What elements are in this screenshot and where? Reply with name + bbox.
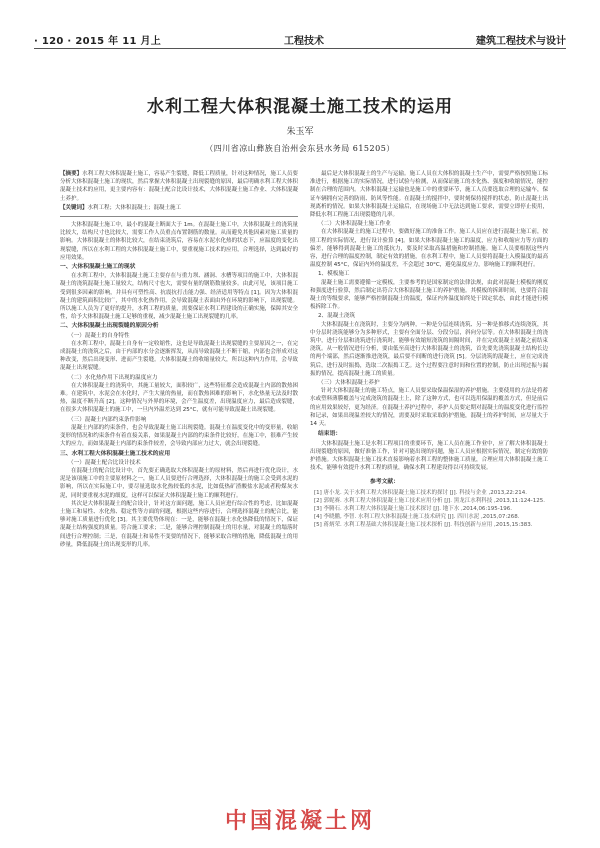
- body-paragraph: 混凝土施工需要遵循一定模板，主要参考的是国家制定的法律法规，由此对混凝土模板的刚度和强度进行验算，然后制定出符合大体积混凝土施工的养护措施。其模板的拆卸时间，也要符合混凝土的等级要求，能够严格控制混凝土的温度，保证内外温度始终处于固定状态，由此才能进行模板拆除工作。: [310, 279, 548, 311]
- right-body: [310, 170, 548, 472]
- body-paragraph: 针对大体积混凝土的施工特点，施工人员要采取保温保湿的养护措施。主要使用的方法是将蓄水或塑料薄膜覆盖与完成浇筑的混凝土上，除了这种方式，也可以选用保温的覆盖方式，但是前后的应用效果较好，更为经济。在混凝土养护过程中，养护人员要定期对混凝土的温度变化进行监控和记录，如果出现温差较大的情况，需要及时采取采取防护措施，混凝土的养护时间，应尽量大于 14 天。: [310, 388, 548, 428]
- section-heading: 三、水利工程大体积混凝土施工技术的应用: [60, 450, 171, 457]
- page-header: [34, 26, 566, 48]
- body-paragraph: 在水利工程中，大体积混凝土施工主要存在与重力坝、涵洞、水槽等项目的施工中，大体积混凝土的浇筑混凝土施工量较大，结构尺寸也大，需要有量的钢筋数量较多。由此可见，该项目施工受到很多因素的影响，并具有可塑性高、抗震抗打击能力强、经济适用等特点 [1]。因为大体积混凝土的建筑面积比较广，其中的水化热作用，会导致混凝土表面由外在环境的影响下，出现裂缝。所以施工人员为了更好的提升，水利工程的质量，需要保证水利工程建设的正确实施，保障其安全性，给予大体积混凝土施工足够的重视，减少混凝土施工出现裂缝的几率。: [60, 273, 298, 321]
- keywords: [60, 204, 298, 212]
- keywords-label: 【关键词】: [60, 204, 88, 211]
- subsection-heading: （三）混凝土内部约束条件影响: [68, 416, 147, 423]
- body-paragraph: 大体积混凝土施工中，最小的混凝土断面大于 1m。在混凝土施工中，大体积混凝土的浇筑量比较大，结构尺寸也比较大，需要工作人员重点布置钢筋的数量。从而避免其他因素对施工质量的影响。大体积混凝土的体积比较大，在结束浇筑后，容易在水泥水化热的状态下，应温度的变化出现裂缝，所以在水利工程的大体积混凝土施工中，要重视施工技术的应用，合理选择，达到最好的应用效果。: [60, 222, 298, 261]
- subsection-heading: 1、模板施工: [318, 271, 350, 278]
- subsection-heading: （一）混凝土配合比设计技术: [68, 459, 141, 466]
- references-list: [310, 489, 548, 530]
- body-paragraph: 大体积混凝土施工是水利工程项目的重要环节，施工人员在施工作业中，应了解大体积混凝土出现裂缝的原因，做好准备工作，针对可能出现的问题，施工人员应根据实际情况，制定有效的防护措施。大体积混凝土施工技术直接影响着水利工程的整体施工质量，合理应用大体积混凝土施工技术，能够有效提升水利工程的质量，确保水利工程建设得以可持续发展。: [310, 440, 548, 472]
- section-heading: 二、大体积混凝土出现裂缝的原因分析: [60, 323, 159, 330]
- abstract: [60, 170, 298, 203]
- conclusion-heading: 结束语：: [318, 431, 342, 438]
- author-affiliation: （四川省凉山彝族自治州会东县水务局 615205）: [205, 144, 395, 153]
- journal-name: 建筑工程技术与设计: [476, 36, 566, 47]
- subsection-heading: （二）水化热作用下出现的温度应力: [68, 374, 158, 381]
- body-paragraph: 在大体积混凝土的浇筑中，其施工量较大，面积较广，这些特征都会造成混凝土内部的散热困难。在建筑中，水泥会在水化时，产生大量的热量，而在散热困难的影响下，水化热量无法及时散热，温度不断升高 [2]。这种情况与外界的环境，会产生温度差，出现温度应力，最后造成裂缝，在很多大体积混凝土的施工中，一旦内外温差达到 25°C，就有可能导致混凝土出现裂缝。: [60, 382, 298, 414]
- subsection-heading: （一）混凝土的自身特性: [68, 332, 130, 339]
- abstract-label: 【摘要】: [60, 171, 83, 177]
- section-heading: 一、大体积混凝土施工的现状: [60, 264, 136, 271]
- reference-item: [3] 李腾石. 水利工程大体积混凝土施工技术探讨 [J]. 地下水 ,2014,06:195-196.: [314, 505, 513, 512]
- body-paragraph: 大体积混凝土在浇筑时，主要分为两种，一种是分层连续浇筑、另一种是推移式连续浇筑，其中分层时浇筑能够分为多种形式，主要有全面分层、分段分层，斜向分层等。在大体积混凝土的浇筑中，进行分层和浇筑进行浇筑时，能够有效缩短浇筑的间隔时间，并在完成混凝土初凝之前结束浇筑。从一般情况进行分析，要由低至高进行大体积混凝土的浇筑，首先要先浇筑混凝土结构长边的两个端部，然后逐渐推进浇筑，最后要不间断的进行浇筑 [5]。分层浇筑的混凝土，应在完成浇筑后，进行及时振捣，选取二次振捣工艺。这个过程要注意时间和位置的控制，防止出现过振与漏振的情况，提高混凝土施工的质量。: [310, 321, 548, 377]
- subsection-heading: （二）大体积混凝土施工作业: [318, 221, 391, 228]
- paper-title: 水利工程大体积混凝土施工技术的运用: [147, 97, 453, 117]
- header-rule: [34, 48, 566, 49]
- watermark-text: 中国混凝土网: [224, 809, 375, 834]
- page-number: · 120 · 2015 年 11 月上: [34, 36, 162, 47]
- left-column: [60, 170, 298, 549]
- body-paragraph: 其次是大体积混凝土的配合设计，针对这方面问题，施工人员应进行综合性的考虑，比如混凝土施工和易性、水化热、稳定性等方面的问题，根据这些内容进行，合理选择混凝土的配合比，能够对施工质量进行优化 [3]。其主要优势体现在：一是，能够在混凝土水化热降低的情况下，保证混凝土结构强度的质量。符合施工要求；二是，能够合理控制混凝土的用水量，对混凝土的塌落时间进行合理控制；三是，在混凝土和易性不变要的情况下，能够采取合理的措施，降低混凝土的用砂量，降低混凝土的出现变形的几率。: [60, 500, 298, 548]
- reference-item: [5] 蒋炳荣. 水利工程基础大体积混凝土施工技术探析 [J]. 科技创新与应用 ,2015,15:383.: [314, 522, 533, 529]
- reference-item: [4] 李晓鹏, 李智. 水利工程大体积混凝土施工技术研究 [J]. 四川水泥 ,2015,07:268.: [314, 514, 520, 521]
- left-body: [60, 221, 298, 549]
- keywords-text: 水利工程；大体积混凝土；混凝土施工: [87, 204, 182, 211]
- abstract-divider: [60, 216, 298, 217]
- subsection-heading: 2、混凝土浇筑: [318, 313, 356, 320]
- body-paragraph: 最后是大体积混凝土的生产与运输。施工人员在大体积的混凝土生产中，需要严格按照施工标准进行，根据施工的实际情况，进行试验与检测，从而保证施工的水化热、强度和收缩情况，能控制在合理的范围内。大体积混凝土运输也是施工中的重要环节，施工人员要选取合理的运输车，保证车辆拥有完善的防雨、防风等性能。在混凝土的搅拌中，要时刻保持搅拌的状态，防止混凝土出现离析的情况。如果大体积混凝土运输后，在现场施工中无法达到施工要求，需要立即停止使用，降低水利工程施工出现裂缝的几率。: [310, 171, 548, 219]
- subsection-heading: （三）大体积混凝土养护: [318, 380, 380, 387]
- reference-item: [2] 郭妮赛. 水利工程大体积混凝土施工技术应用分析 [J]. 黑龙江水利科技 ,2013,11:124-125.: [314, 497, 546, 504]
- body-paragraph: 在大体积混凝土的施工过程中，要做好施工的准备工作。施工人员应在进行混凝土施工前，按照工程的实际情况，进行设计验算 [4]。如果大体积混凝土施工的温度，应力和收缩应力等方面的偏差，能够得到混凝土施工的抵抗力，要及时采取高温措施和控制措施。施工人员要根据这些内容，进行合理的温度控制，制定有效的措施，在水利工程中，施工人员要将混凝土入模温度的最高温度控制 45°C，保证内外的温度差，不会超过 30°C，避免温度应力，影响施工的顺利进行。: [310, 229, 548, 269]
- abstract-text: 水利工程大体积混凝土施工，容易产生裂缝，降低工程质量，针对这种情况，施工人员要分析大体积混凝土施工的现状，然后掌握大体积混凝土出现裂缝的原因，最后明确水利工程大体积混凝土技术的应用，更主要内容有：混凝土配合比设计技术，大体积混凝土施工作业、大体积混凝土养护。: [60, 171, 298, 202]
- reference-item: [1] 唐小龙. 关于水利工程大体积混凝土施工技术的探讨 [J]. 科技与企业 ,2013,22:214.: [314, 489, 528, 496]
- right-column: [310, 170, 548, 530]
- references-title: 参考文献：: [370, 479, 399, 486]
- body-paragraph: 在混凝土的配合比设计中，首先要正确选取大体积混凝土的原材料，然后再进行优化设计，水泥是该项施工中的主要原材料之一，施工人员要进行合理选择，大体积混凝土的施工会受到水泥的影响，所以在实际施工中，要尽量选取水化热较低的水泥，比如低热矿渣酸盐水泥或者粉煤灰水泥，同时要重视水泥的细度，这样可以保证大体积混凝土施工的顺利进行。: [60, 467, 298, 499]
- section-label: 工程技术: [284, 36, 324, 47]
- body-paragraph: 在水利工程中，混凝土自身有一定收缩性，这也是导致混凝土出现裂缝的主要原因之一，在完成混凝土的浇筑之后，由于内部的水分会逐渐挥发，从而导致混凝土不断干缩，内部也会形成对这种改变，然后出现变形、进而产生裂缝。大体积混凝土的收缩量较大，所以这种内力作用，会导致混凝土出现裂缝。: [60, 340, 298, 372]
- author-name: 朱玉军: [286, 127, 314, 137]
- body-paragraph: 混凝土内部的约束条件，也会导致混凝土施工出现裂缝。混凝土在温度变化中的变形量，收缩变形的情况和约束条件有着直接关系，如果混凝土内部的约束条件比较好，在施工中，很难产生较大的应力，而如果混凝土内部约束条件较差，会导致内部应力过大，就会出现裂缝。: [60, 424, 298, 448]
